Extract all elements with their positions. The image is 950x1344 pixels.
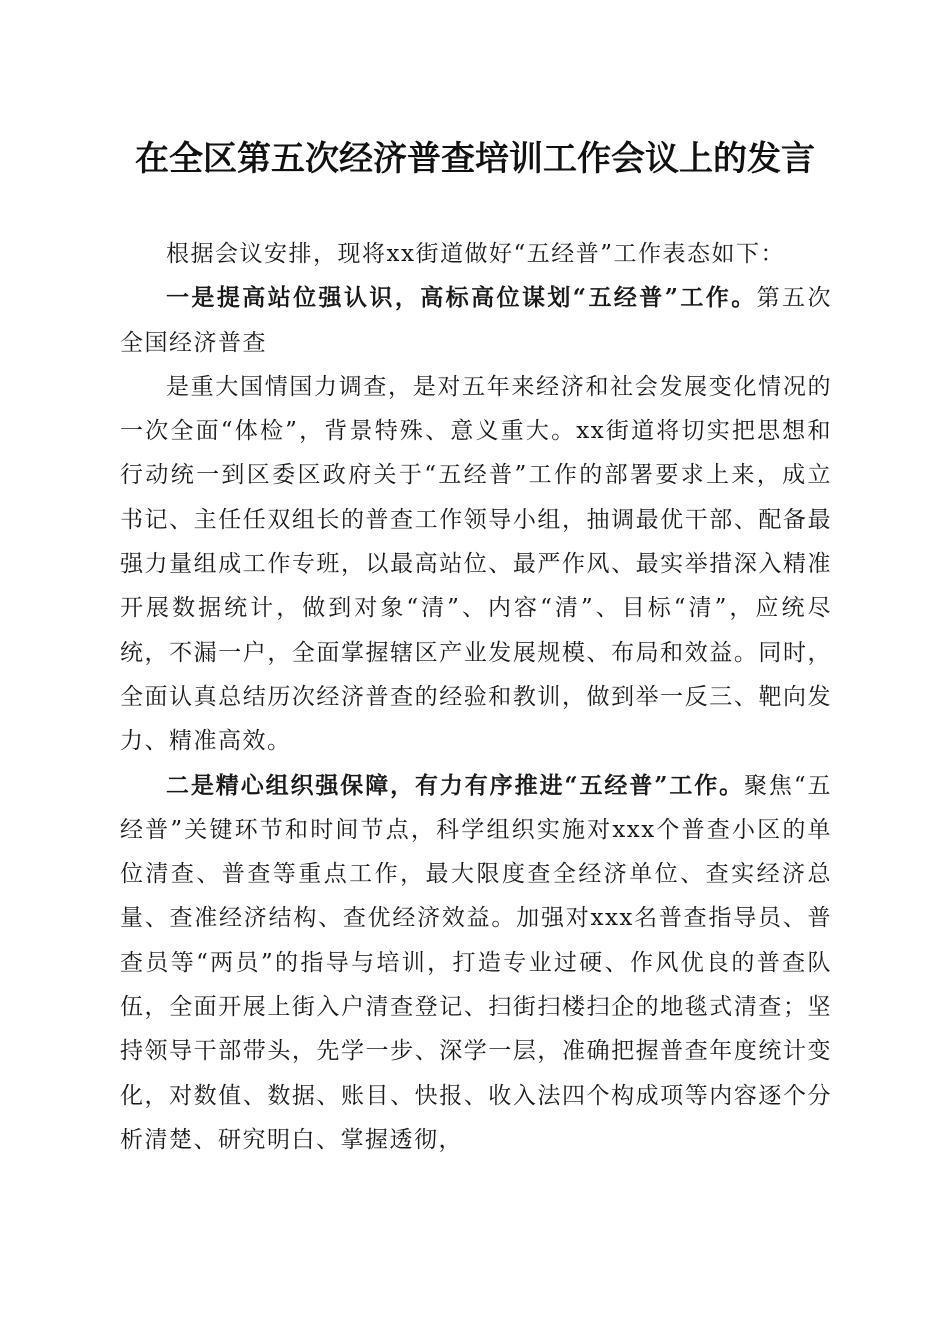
paragraph-text: 根据会议安排，现将xx街道做好“五经普”工作表态如下：	[166, 241, 785, 267]
paragraph-intro	[120, 232, 832, 276]
paragraph-text: 是重大国情国力调查，是对五年来经济和社会发展变化情况的一次全面“体检”，背景特殊、意义重大。xx街道将切实把思想和行动统一到区委区政府关于“五经普”工作的部署要求上来，成立书记、主任任双组长的普查工作领导小组，抽调最优干部、配备最强力量组成工作专班，以最高站位、最严作风、最实举措深入精准开展数据统计，做到对象“清”、内容“清”、目标“清”，应统尽统，不漏一户，全面掌握辖区产业发展规模、布局和效益。同时，全面认真总结历次经济普查的经验和教训，做到举一反三、靶向发力、精准高效。	[120, 373, 832, 755]
document-body	[120, 232, 832, 1162]
paragraph-point-one-detail	[120, 365, 832, 764]
paragraph-text: 聚焦“五经普”关键环节和时间节点，科学组织实施对xxx个普查小区的单位清查、普查等重点工作，最大限度查全经济单位、查实经济总量、查准经济结构、查优经济效益。加强对xxx名普查指导员、普查员等“两员”的指导与培训，打造专业过硬、作风优良的普查队伍，全面开展上街入户清查登记、扫街扫楼扫企的地毯式清查；坚持领导干部带头，先学一步、深学一层，准确把握普查年度统计变化，对数值、数据、账目、快报、收入法四个构成项等内容逐个分析清楚、研究明白、掌握透彻，	[120, 772, 832, 1153]
paragraph-point-one	[120, 276, 832, 365]
document-title: 在全区第五次经济普查培训工作会议上的发言	[135, 139, 815, 179]
paragraph-text: 第五次全国经济普查	[120, 285, 833, 356]
paragraph-lead: 二是精心组织强保障，有力有序推进“五经普”工作。	[166, 771, 745, 799]
paragraph-point-two	[120, 764, 832, 1163]
paragraph-lead: 一是提高站位强认识，高标高位谋划“五经普”工作。	[166, 284, 757, 312]
